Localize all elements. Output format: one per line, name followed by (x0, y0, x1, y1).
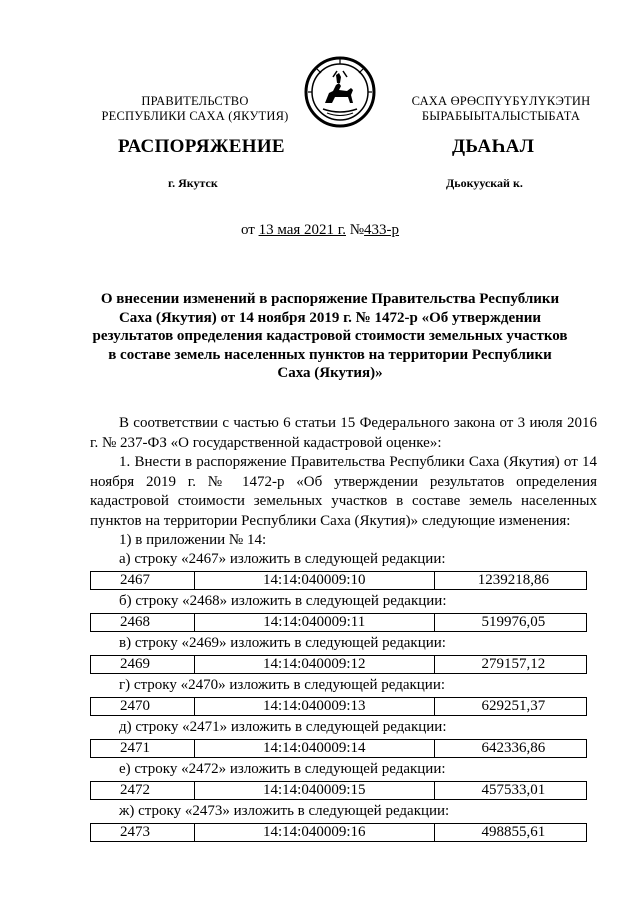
order-date: 13 мая 2021 г. (258, 222, 346, 238)
cadastral-value: 629251,37 (434, 698, 586, 716)
city-ru: г. Якутск (168, 176, 218, 190)
cadastral-number: 14:14:040009:16 (194, 824, 434, 842)
item-1-paragraph: 1. Внести в распоряжение Правительства Республики Саха (Якутия) от 14 ноября 2019 г. № 1472-р «Об утверждении результатов определения кадастровой стоимости земельных участков в составе земель населенных пунктов на территории Республики Саха (Якутия)» следующие изменения: (90, 454, 597, 529)
amendment-row-table (90, 823, 587, 842)
order-number: 433-р (364, 222, 400, 238)
cadastral-value: 519976,05 (434, 614, 586, 632)
cadastral-value: 642336,86 (434, 740, 586, 758)
government-name-sakha (383, 94, 619, 124)
heading-line: О внесении изменений в распоряжение Правительства Республики (100, 291, 560, 307)
heading-line: в составе земель населенных пунктов на территории Республики (108, 346, 552, 363)
heading-line: Саха (Якутия) от 14 ноября 2019 г. № 1472-р «Об утверждении (118, 309, 542, 326)
amendment-row-table (90, 697, 587, 716)
amendment-row-table (90, 739, 587, 758)
cadastral-number: 14:14:040009:10 (194, 572, 434, 590)
amendment-label: б) строку «2468» изложить в следующей редакции: (119, 593, 447, 609)
city-sakha: Дьокуускай к. (446, 176, 523, 190)
cadastral-value: 498855,61 (434, 824, 586, 842)
row-number: 2467 (91, 572, 195, 590)
document-heading (90, 290, 570, 383)
cadastral-number: 14:14:040009:15 (194, 782, 434, 800)
amendment-label: г) строку «2470» изложить в следующей редакции: (119, 677, 446, 693)
coat-of-arms-icon (303, 55, 377, 129)
amendment-label: а) строку «2467» изложить в следующей редакции: (119, 551, 446, 567)
document-type-ru: РАСПОРЯЖЕНИЕ (118, 136, 285, 157)
row-number: 2472 (91, 782, 195, 800)
cadastral-number: 14:14:040009:11 (194, 614, 434, 632)
government-name-sakha-line2: БЫРАБЫЫТАЛЫСТЫБАТА (421, 109, 581, 123)
subitem-line: 1) в приложении № 14: (119, 532, 267, 548)
document-type-sakha: ДЬАҺАЛ (452, 136, 535, 157)
amendment-label: д) строку «2471» изложить в следующей редакции: (119, 719, 447, 735)
cadastral-value: 457533,01 (434, 782, 586, 800)
row-number: 2469 (91, 656, 195, 674)
amendment-row-table (90, 613, 587, 632)
preamble-paragraph: В соответствии с частью 6 статьи 15 Федерального закона от 3 июля 2016 г. № 237-ФЗ «О государственной кадастровой оценке»: (90, 415, 597, 451)
row-number: 2471 (91, 740, 195, 758)
row-number: 2470 (91, 698, 195, 716)
government-name-ru (86, 94, 304, 124)
amendment-label: ж) строку «2473» изложить в следующей редакции: (119, 803, 450, 819)
government-name-ru-line2: РЕСПУБЛИКИ САХА (ЯКУТИЯ) (101, 109, 289, 123)
order-date-number (0, 222, 640, 239)
amendment-row-table (90, 781, 587, 800)
amendment-row-table (90, 655, 587, 674)
amendment-label: в) строку «2469» изложить в следующей редакции: (119, 635, 446, 651)
cadastral-number: 14:14:040009:14 (194, 740, 434, 758)
row-number: 2468 (91, 614, 195, 632)
order-prefix: от (240, 222, 255, 238)
cadastral-value: 1239218,86 (434, 572, 586, 590)
order-number-sign: № (349, 222, 365, 238)
heading-line: Саха (Якутия)» (277, 365, 383, 381)
cadastral-number: 14:14:040009:13 (194, 698, 434, 716)
government-name-sakha-line1: САХА ӨРӨСПҮҮБҮЛҮКЭТИН (411, 94, 591, 108)
row-number: 2473 (91, 824, 195, 842)
amendment-row-table (90, 571, 587, 590)
heading-line: результатов определения кадастровой стоимости земельных участков (92, 328, 568, 344)
cadastral-value: 279157,12 (434, 656, 586, 674)
government-name-ru-line1: ПРАВИТЕЛЬСТВО (141, 94, 249, 108)
amendment-label: е) строку «2472» изложить в следующей редакции: (119, 761, 446, 777)
cadastral-number: 14:14:040009:12 (194, 656, 434, 674)
